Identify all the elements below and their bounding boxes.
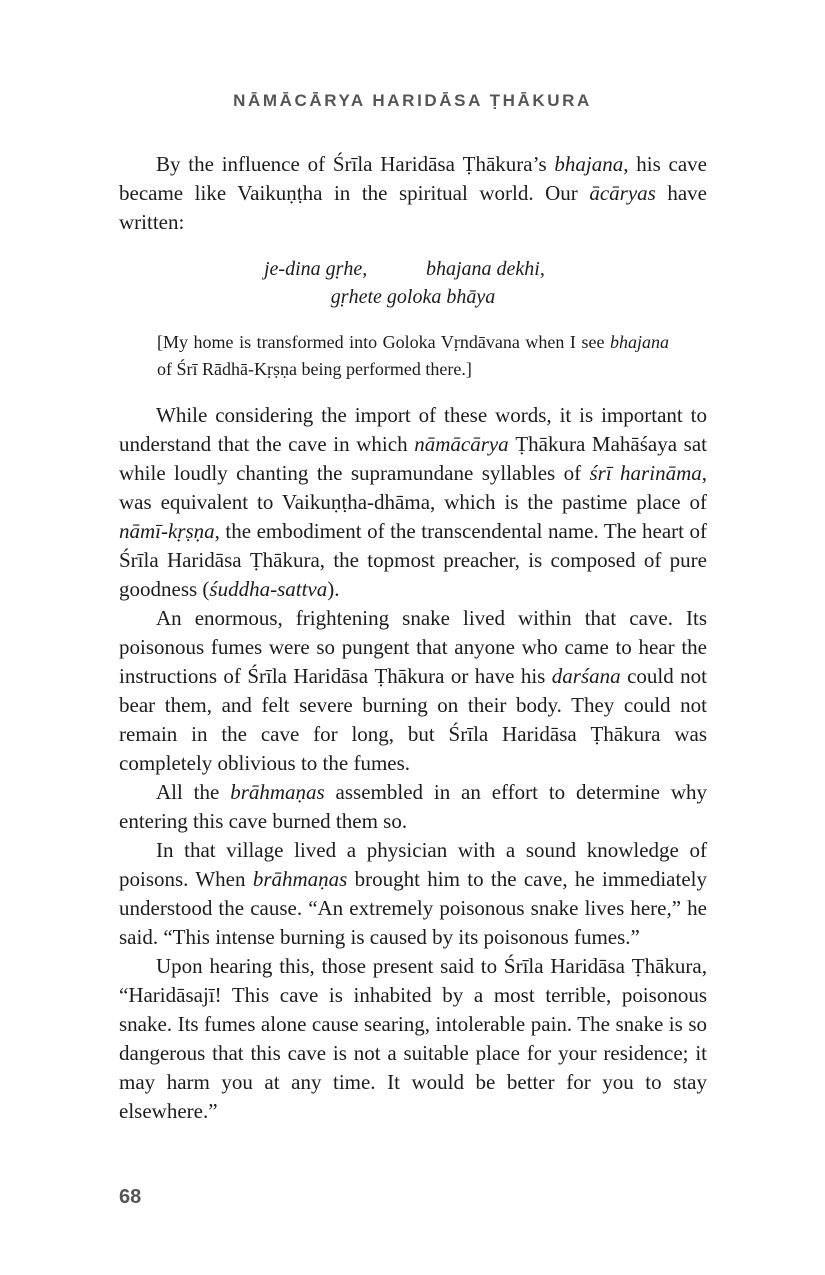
intro-italic-term: ācāryas bbox=[589, 181, 656, 205]
paragraph-text: All the bbox=[156, 780, 231, 804]
paragraph-text: assembled in an effort to determine why entering this cave burned them so. bbox=[119, 780, 707, 833]
intro-text: By the influence of Śrīla Haridāsa Ṭhākura’s bbox=[156, 152, 555, 176]
paragraph-2 bbox=[119, 604, 707, 778]
italic-term: nāmācārya bbox=[414, 432, 509, 456]
paragraph-text: , was equivalent to Vaikuṇṭha-dhāma, which is the pastime place of bbox=[119, 461, 707, 514]
italic-term: brāhmaṇas bbox=[252, 867, 348, 891]
paragraph-text: could not bear them, and felt severe burning on their body. They could not remain in the cave for long, but Śrīla Haridāsa Ṭhākura was completely oblivious to the fumes. bbox=[119, 664, 707, 775]
paragraph-4 bbox=[119, 836, 707, 952]
verse-line-1-part-b: bhajana dekhi, bbox=[426, 258, 545, 280]
paragraph-text: An enormous, frightening snake lived within that cave. Its poisonous fumes were so pungent that anyone who came to hear the instructions of Śrīla Haridāsa Ṭhākura or have his bbox=[119, 606, 707, 688]
intro-text: , his cave became like Vaikuṇṭha in the spiritual world. Our bbox=[119, 152, 707, 205]
italic-term: nāmī-kṛṣṇa bbox=[119, 519, 215, 543]
translation-text: [My home is transformed into Goloka Vṛndāvana when I see bbox=[157, 332, 610, 352]
italic-term: śuddha-sattva bbox=[209, 577, 328, 601]
verse-line-1-part-a: je-dina gṛhe, bbox=[264, 258, 368, 280]
running-header: NĀMĀCĀRYA HARIDĀSA ṬHĀKURA bbox=[233, 91, 592, 110]
verse-line-1 bbox=[119, 255, 707, 283]
intro-text: have written: bbox=[119, 181, 707, 234]
paragraph-3 bbox=[119, 778, 707, 836]
paragraph-1 bbox=[119, 401, 707, 604]
italic-term: śrī harināma bbox=[589, 461, 702, 485]
italic-term: darśana bbox=[551, 664, 621, 688]
paragraph-text: ). bbox=[327, 577, 340, 601]
verse-block bbox=[119, 255, 707, 311]
paragraph-text: Upon hearing this, those present said to Śrīla Haridāsa Ṭhākura, “Haridāsajī! This cave is inhabited by a most terrible, poisonous snake. Its fumes alone cause searing, intolerable pain. The snake is so dangerous that this cave is not a suitable place for your residence; it may harm you at any time. It would be better for you to stay elsewhere.” bbox=[119, 954, 707, 1123]
paragraph-text: While considering the import of these words, it is important to understand that the cave in which bbox=[119, 403, 707, 456]
verse-line-2: gṛhete goloka bhāya bbox=[330, 286, 496, 308]
italic-term: brāhmaṇas bbox=[230, 780, 325, 804]
paragraph-text: Ṭhākura Mahāśaya sat while loudly chanting the supramundane syllables of bbox=[119, 432, 708, 485]
paragraph-text: In that village lived a physician with a sound knowledge of poisons. When bbox=[119, 838, 707, 891]
paragraph-text: brought him to the cave, he immediately understood the cause. “An extremely poisonous snake lives here,” he said. “This intense burning is caused by its poisonous fumes.” bbox=[119, 867, 707, 949]
intro-italic-term: bhajana bbox=[554, 152, 624, 176]
page-number: 68 bbox=[119, 1186, 142, 1208]
translation-text: of Śrī Rādhā-Kṛṣṇa being performed there.] bbox=[157, 359, 472, 379]
translation-italic-term: bhajana bbox=[609, 332, 669, 352]
body-text bbox=[119, 401, 707, 1126]
intro-paragraph bbox=[119, 150, 707, 237]
paragraph-text: , the embodiment of the transcendental name. The heart of Śrīla Haridāsa Ṭhākura, the topmost preacher, is composed of pure goodness ( bbox=[119, 519, 707, 601]
paragraph-5 bbox=[119, 952, 707, 1126]
verse-translation bbox=[157, 329, 669, 383]
